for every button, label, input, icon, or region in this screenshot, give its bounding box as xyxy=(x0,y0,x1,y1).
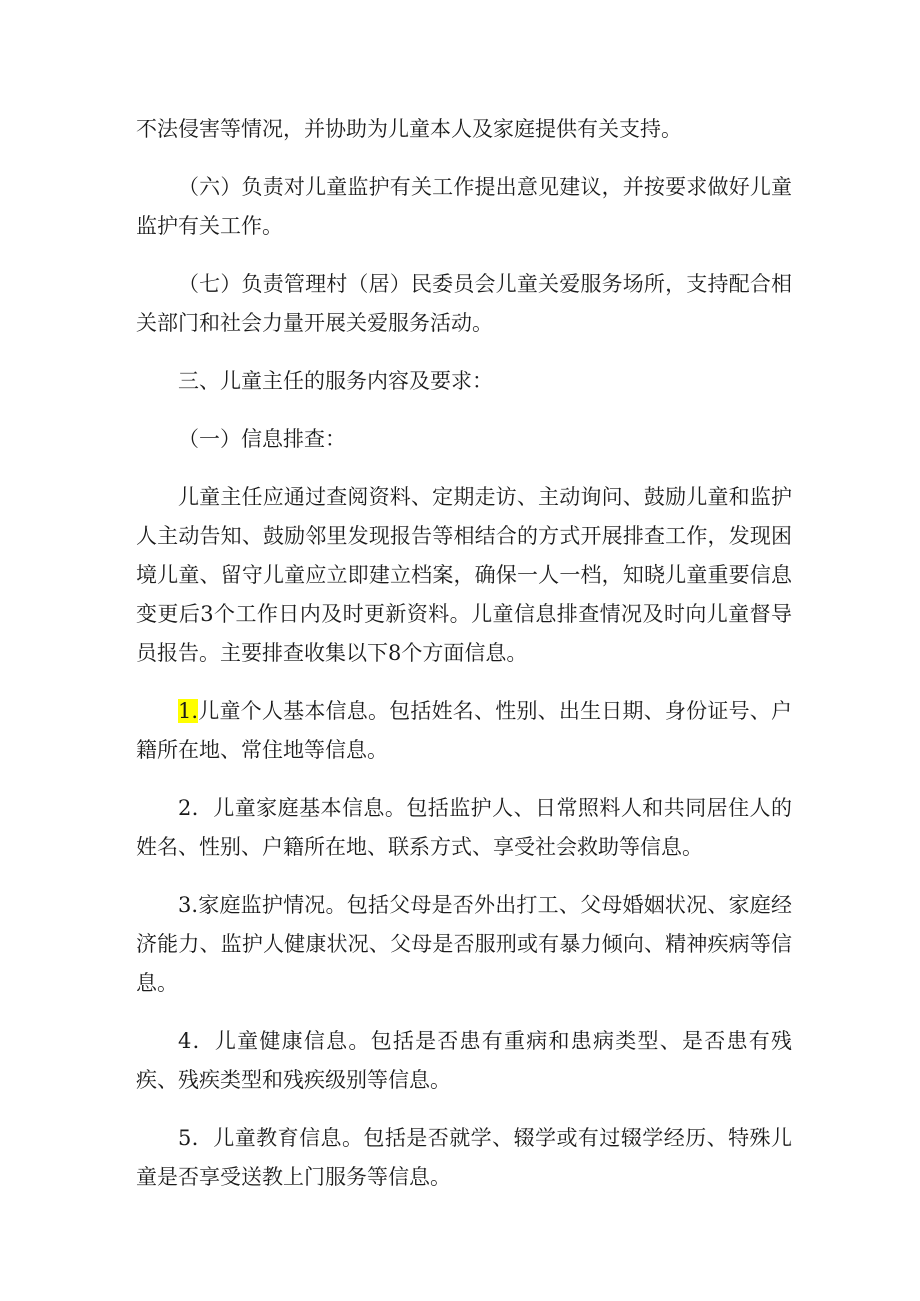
subsection-heading-1: （一）信息排查： xyxy=(178,427,346,451)
list-item-4: 4．儿童健康信息。包括是否患有重病和患病类型、是否患有残疾、残疾类型和残疾级别等信息。 xyxy=(136,1029,792,1092)
list-item-3: 3.家庭监护情况。包括父母是否外出打工、父母婚姻状况、家庭经济能力、监护人健康状况、父母是否服刑或有暴力倾向、精神疾病等信息。 xyxy=(136,893,792,995)
list-item-1 xyxy=(136,692,792,770)
paragraph-continuation: 不法侵害等情况，并协助为儿童本人及家庭提供有关支持。 xyxy=(136,117,682,141)
list-item-5: 5．儿童教育信息。包括是否就学、辍学或有过辍学经历、特殊儿童是否享受送教上门服务等信息。 xyxy=(136,1126,792,1189)
list-item-1-text: 儿童个人基本信息。包括姓名、性别、出生日期、身份证号、户籍所在地、常住地等信息。 xyxy=(136,699,792,762)
section-heading-3: 三、儿童主任的服务内容及要求： xyxy=(178,369,493,393)
highlighted-item-number: 1. xyxy=(178,699,199,723)
paragraph-duty-7: （七）负责管理村（居）民委员会儿童关爱服务场所，支持配合相关部门和社会力量开展关爱服务活动。 xyxy=(136,272,792,335)
paragraph-info-check: 儿童主任应通过查阅资料、定期走访、主动询问、鼓励儿童和监护人主动告知、鼓励邻里发现报告等相结合的方式开展排查工作，发现困境儿童、留守儿童应立即建立档案，确保一人一档，知晓儿童重要信息变更后3个工作日内及时更新资料。儿童信息排查情况及时向儿童督导员报告。主要排查收集以下8个方面信息。 xyxy=(136,485,792,665)
paragraph-duty-6: （六）负责对儿童监护有关工作提出意见建议，并按要求做好儿童监护有关工作。 xyxy=(136,175,792,238)
document-body xyxy=(136,110,792,1216)
list-item-2: 2．儿童家庭基本信息。包括监护人、日常照料人和共同居住人的姓名、性别、户籍所在地、联系方式、享受社会救助等信息。 xyxy=(136,796,792,859)
